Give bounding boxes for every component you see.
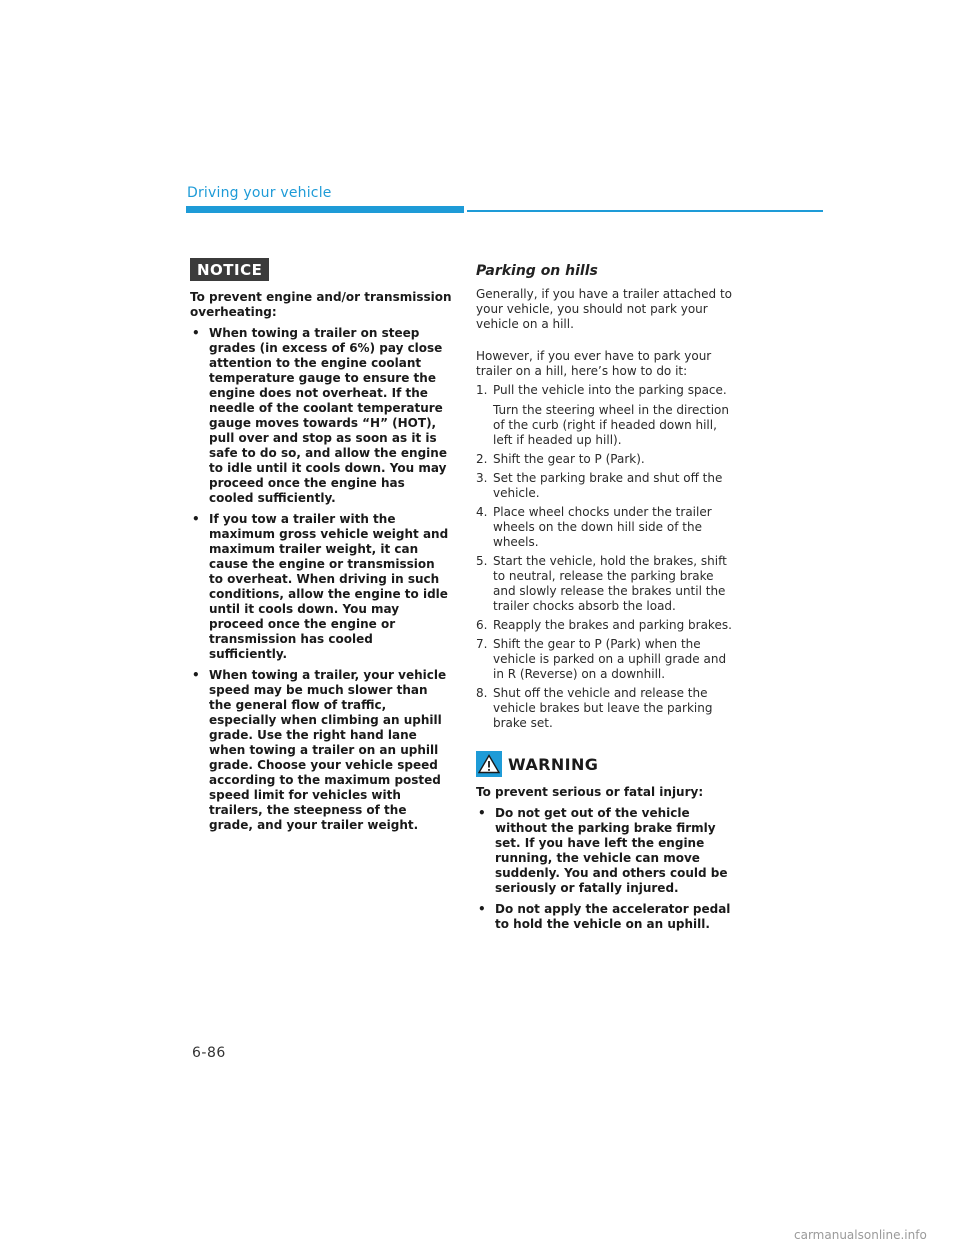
page-number: 6-86 bbox=[192, 1045, 226, 1061]
step-item: 5. Start the vehicle, hold the brakes, shift to neutral, release the parking brake and slowly release the brakes until the trailer chocks absorb the load. bbox=[476, 554, 727, 613]
step-item: 2. Shift the gear to P (Park). bbox=[476, 452, 645, 466]
bullet-icon: • bbox=[192, 512, 200, 526]
parking-para-2: However, if you ever have to park your trailer on a hill, here’s how to do it: bbox=[476, 349, 712, 378]
notice-item: • When towing a trailer on steep grades (in excess of 6%) pay close attention to the engine coolant temperature gauge to ensure the engine does not overheat. If the needle of the coolant temperature gauge moves towards “H” (HOT), pull over and stop as soon as it is safe to do so, and allow the engine to idle until it cools down. You may proceed once the engine has cooled sufficiently. bbox=[192, 326, 447, 505]
warning-item: • Do not get out of the vehicle without the parking brake firmly set. If you have left the engine running, the vehicle can move suddenly. You and others could be seriously or fatally injured. bbox=[478, 806, 728, 895]
notice-badge: NOTICE bbox=[190, 258, 269, 281]
section-header-title: Driving your vehicle bbox=[187, 185, 332, 201]
parking-section bbox=[476, 263, 738, 938]
step-item: 3. Set the parking brake and shut off the vehicle. bbox=[476, 471, 723, 500]
step-subnote: Turn the steering wheel in the direction of the curb (right if headed down hill, left if headed up hill). bbox=[493, 403, 729, 447]
bullet-icon: • bbox=[478, 806, 486, 820]
parking-title: Parking on hills bbox=[476, 263, 598, 279]
warning-item: • Do not apply the accelerator pedal to hold the vehicle on an uphill. bbox=[478, 902, 731, 931]
notice-list bbox=[190, 326, 452, 833]
warning-list bbox=[476, 806, 738, 932]
notice-box bbox=[190, 258, 452, 839]
notice-item: • If you tow a trailer with the maximum gross vehicle weight and maximum trailer weight, it can cause the engine or transmission to overheat. When driving in such conditions, allow the engine to idle until it cools down. You may proceed once the engine or transmission has cooled sufficiently. bbox=[192, 512, 449, 661]
watermark-text: carmanualsonline.info bbox=[794, 1228, 927, 1242]
bullet-icon: • bbox=[192, 326, 200, 340]
parking-para-1: Generally, if you have a trailer attached to your vehicle, you should not park your vehicle on a hill. bbox=[476, 287, 732, 331]
warning-header bbox=[476, 751, 738, 777]
warning-title: WARNING bbox=[508, 754, 599, 774]
notice-item: • When towing a trailer, your vehicle speed may be much slower than the general flow of traffic, especially when climbing an uphill grade. Use the right hand lane when towing a trailer on an uphill grade. Choose your vehicle speed according to the maximum posted speed limit for vehicles with trailers, the steepness of the grade, and your trailer weight. bbox=[192, 668, 447, 832]
notice-intro: To prevent engine and/or transmission overheating: bbox=[190, 290, 452, 319]
header-rule-thin bbox=[467, 210, 823, 212]
step-item: 6. Reapply the brakes and parking brakes. bbox=[476, 618, 732, 632]
step-item: 7. Shift the gear to P (Park) when the vehicle is parked on a uphill grade and in R (Reverse) on a downhill. bbox=[476, 637, 727, 681]
warning-triangle-icon bbox=[476, 751, 502, 777]
step-item: 4. Place wheel chocks under the trailer wheels on the down hill side of the wheels. bbox=[476, 505, 712, 549]
step-item: 8. Shut off the vehicle and release the vehicle brakes but leave the parking brake set. bbox=[476, 686, 713, 730]
header-rule-thick bbox=[186, 206, 464, 213]
step-item: 1. Pull the vehicle into the parking space. Turn the steering wheel in the direction of the curb (right if headed down hill, left if headed up hill). bbox=[476, 383, 738, 448]
warning-intro: To prevent serious or fatal injury: bbox=[476, 785, 704, 799]
bullet-icon: • bbox=[192, 668, 200, 682]
bullet-icon: • bbox=[478, 902, 486, 916]
parking-steps bbox=[476, 383, 738, 731]
